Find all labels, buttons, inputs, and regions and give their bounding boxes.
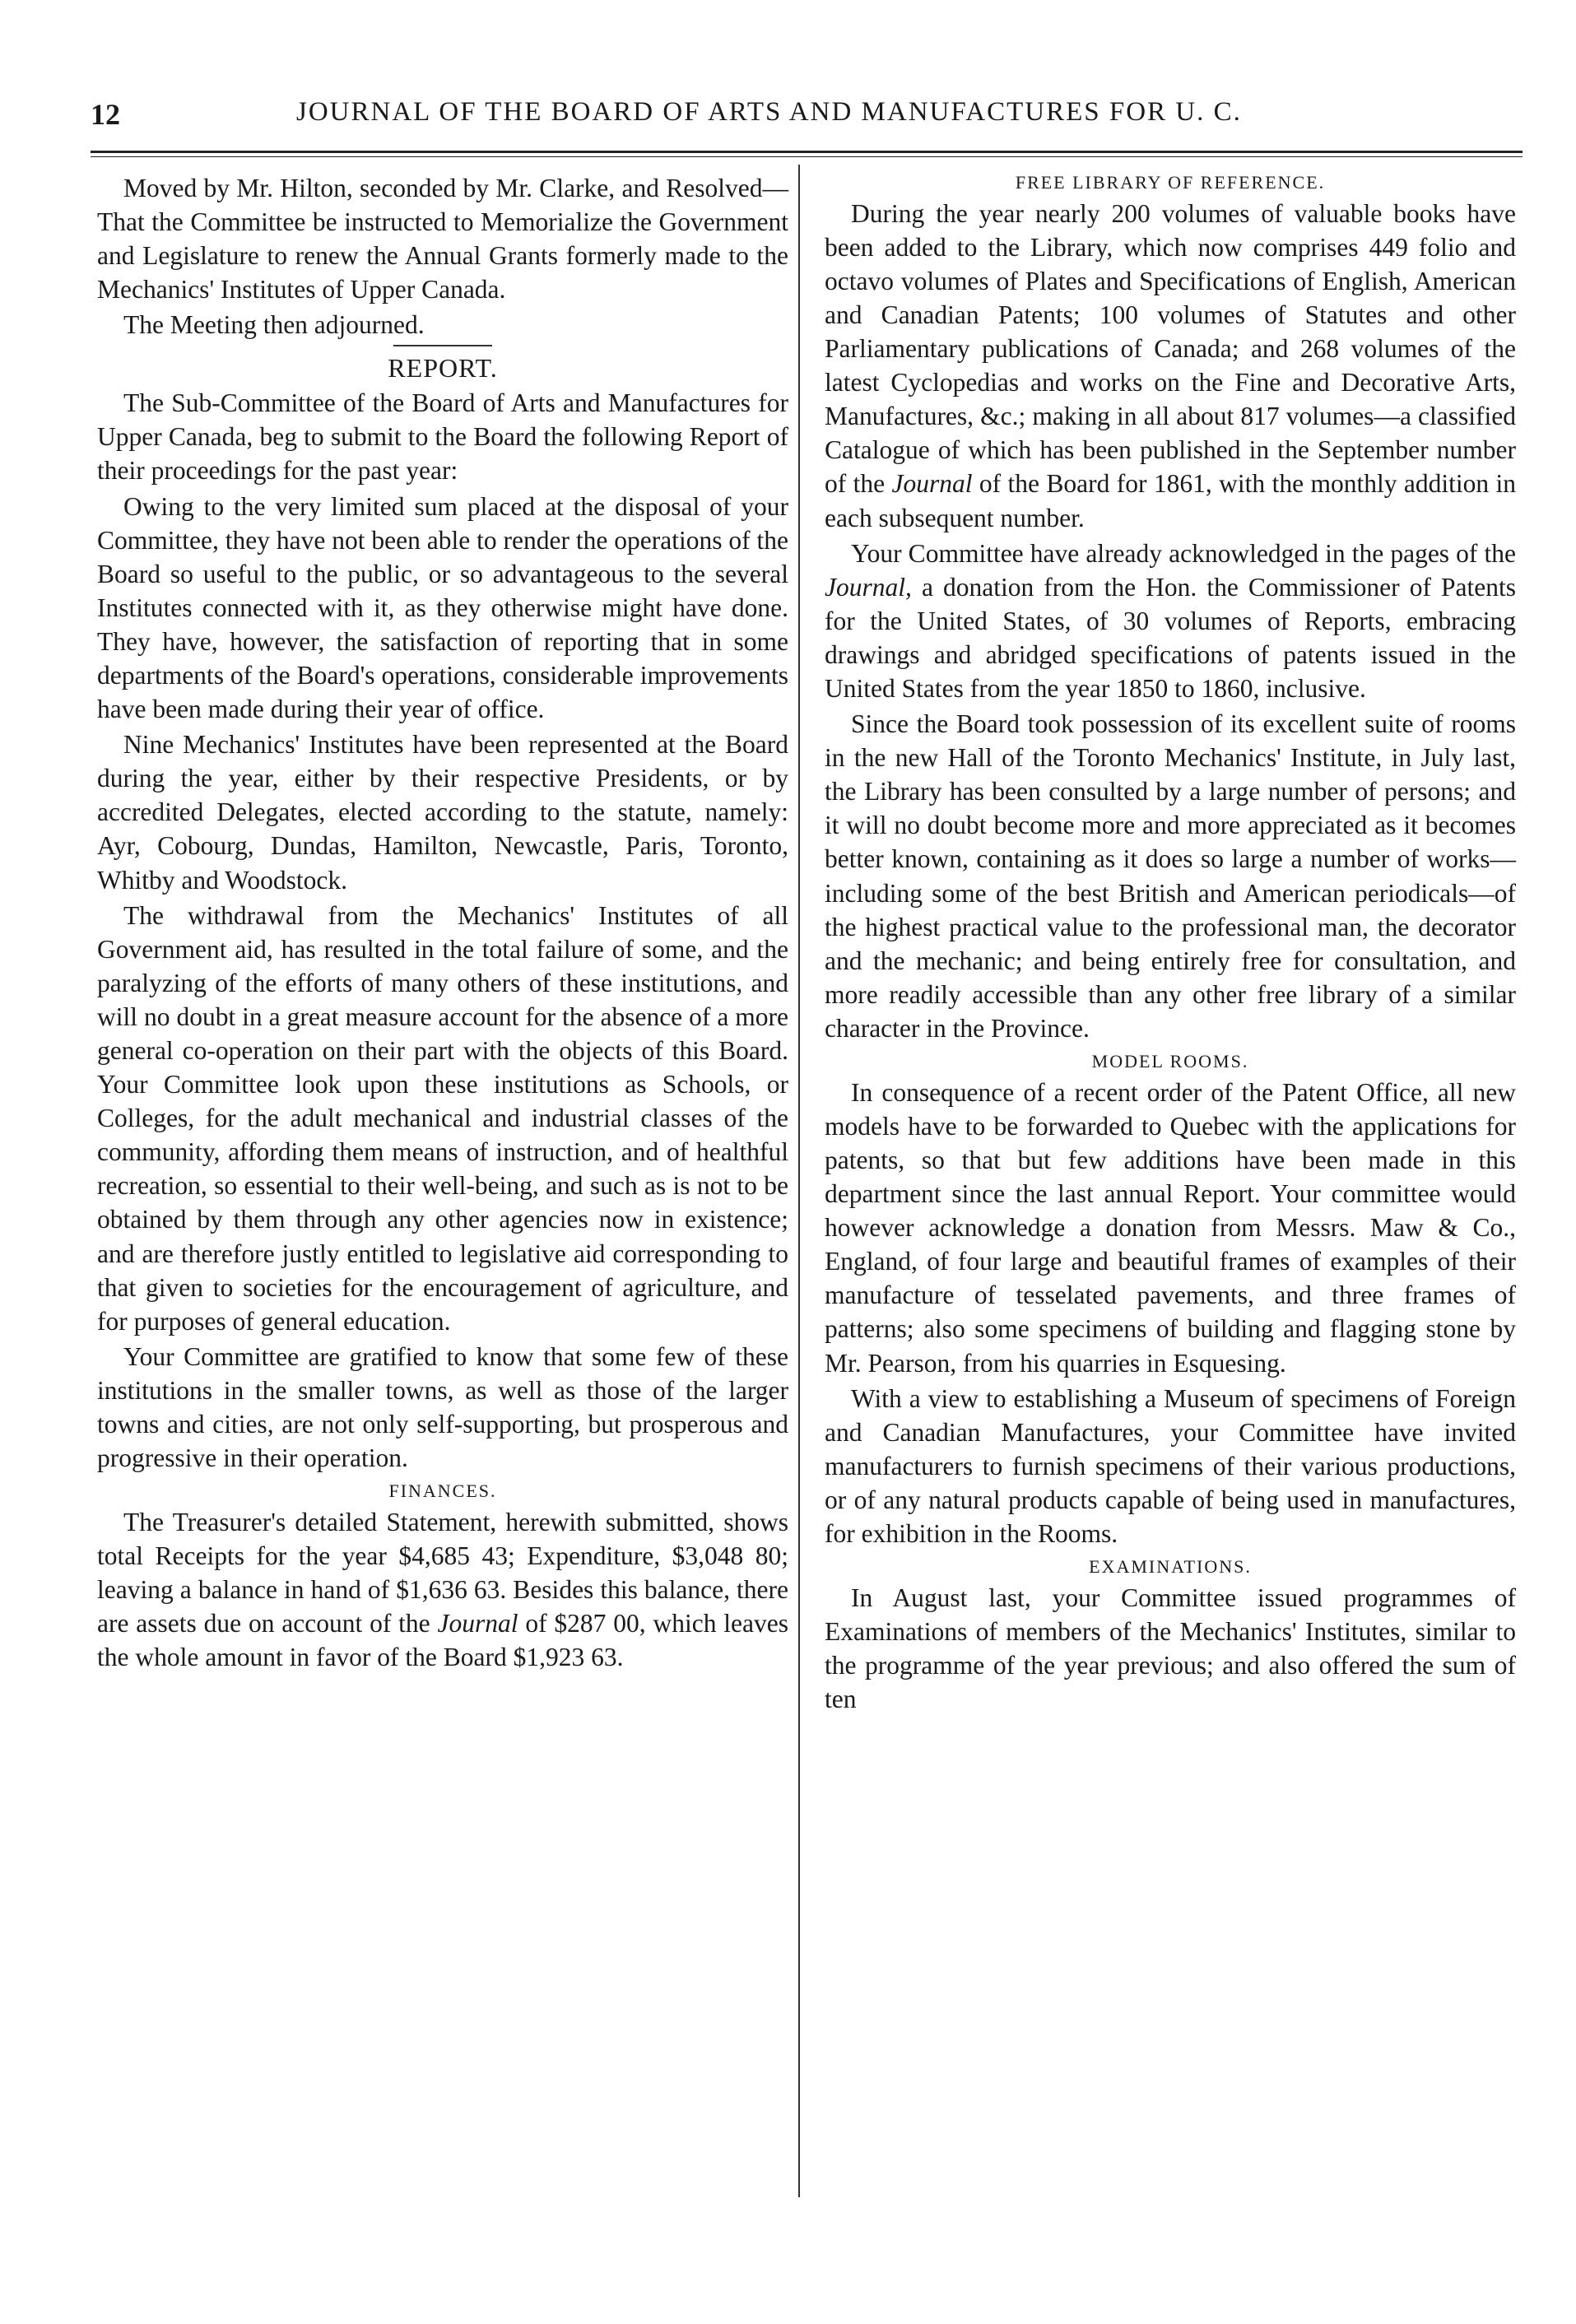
text-run: a donation from the Hon. the Commissioner of Patents for the United States, of 30 volumes of Reports, embracing drawings and abridged specifications of patents issued in the United States from the year 1850 to 1860, inclusive. <box>825 572 1516 704</box>
paragraph: The Meeting then adjourned. <box>123 310 425 340</box>
header-rule-thick <box>91 151 1523 153</box>
text-run: Your Committee have already acknowledged in the pages of the <box>851 538 1516 568</box>
paragraph: In August last, your Committee issued programmes of Examinations of members of the Mechanics' Institutes, similar to the programme of the year previous; and also offered the sum of ten <box>825 1583 1516 1714</box>
paragraph: Nine Mechanics' Institutes have been represented at the Board during the year, either by their respective Presidents, or by accredited Delegates, elected according to the statute, namely: Ayr, Cobourg, Dundas, Hamilton, Newcastle, Paris, Toronto, Whitby and Woodstock. <box>97 730 788 895</box>
journal-title: Journal <box>437 1609 518 1638</box>
left-column <box>97 171 788 1674</box>
page-header <box>91 97 1523 146</box>
paragraph: Moved by Mr. Hilton, seconded by Mr. Clarke, and Resolved—That the Committee be instructed to Memorialize the Government and Legislature to renew the Annual Grants formerly made to the Mechanics' Institutes of Upper Canada. <box>97 174 788 304</box>
library-heading: FREE LIBRARY OF REFERENCE. <box>1015 172 1326 193</box>
paragraph <box>97 1505 788 1674</box>
paragraph <box>825 537 1516 705</box>
paragraph <box>825 197 1516 535</box>
column-divider <box>798 165 800 2197</box>
paragraph: Owing to the very limited sum placed at the disposal of your Committee, they have not been able to render the operations of the Board so useful to the public, or so advantageous to the several Institutes connected with it, as they otherwise might have done. They have, however, the satisfaction of reporting that in some departments of the Board's operations, considerable improvements have been made during their year of office. <box>97 491 788 724</box>
right-column <box>825 171 1516 1716</box>
paragraph: The Sub-Committee of the Board of Arts and Manufactures for Upper Canada, beg to submit to the Board the following Report of their proceedings for the past year: <box>97 388 788 486</box>
text-run: During the year nearly 200 volumes of valuable books have been added to the Library, which now comprises 449 folio and octavo volumes of Plates and Specifications of English, American and Canadian Patents; 100 volumes of Statutes and other Parliamentary publications of Canada; and 268 volumes of the latest Cyclopedias and works on the Fine and Decorative Arts, Manufactures, &c.; making in all about 817 volumes—a classified Catalogue of which has been published in the September number of the <box>825 198 1516 499</box>
running-title: JOURNAL OF THE BOARD OF ARTS AND MANUFACTURES FOR U. C. <box>296 97 1242 127</box>
report-heading: REPORT. <box>388 353 498 383</box>
model-rooms-heading: MODEL ROOMS. <box>1091 1051 1249 1072</box>
short-rule <box>393 345 492 346</box>
text-run: of the Board for 1861, with the monthly addition in each subsequent number. <box>825 469 1516 532</box>
text-run: of $287 00, which leaves the whole amount in favor of the Board $1,923 63. <box>97 1609 788 1672</box>
finances-heading: FINANCES. <box>388 1480 497 1502</box>
paragraph: The withdrawal from the Mechanics' Institutes of all Government aid, has resulted in the total failure of some, and the paralyzing of the efforts of many others of these institutions, and will no doubt in a great measure account for the absence of a more general co-operation on their part with the objects of this Board. Your Committee look upon these institutions as Schools, or Colleges, for the adult mechanical and industrial classes of the community, affording them means of instruction, and of healthful recreation, so essential to their well-being, and such as is not to be obtained by them through any other agencies now in existence; and are therefore justly entitled to legislative aid corresponding to that given to societies for the encouragement of agriculture, and for purposes of general education. <box>97 900 788 1336</box>
text-run: The Treasurer's detailed Statement, herewith submitted, shows total Receipts for the year $4,685 43; Expenditure, $3,048 80; leaving a balance in hand of $1,636 63. Besides this balance, there are assets due on account of the <box>97 1507 788 1638</box>
page-number: 12 <box>91 98 120 131</box>
paragraph: With a view to establishing a Museum of specimens of Foreign and Canadian Manufactures, your Committee have invited manufacturers to furnish specimens of their various productions, or of any natural products capable of being used in manufactures, for exhibition in the Rooms. <box>825 1383 1516 1548</box>
paragraph: Since the Board took possession of its excellent suite of rooms in the new Hall of the Toronto Mechanics' Institute, in July last, the Library has been consulted by a large number of persons; and it will no doubt become more and more appreciated as it becomes better known, containing as it does so large a number of works—including some of the best British and American periodicals—of the highest practical value to the professional man, the decorator and the mechanic; and being entirely free for consultation, and more readily accessible than any other free library of a similar character in the Province. <box>825 709 1516 1043</box>
examinations-heading: EXAMINATIONS. <box>1089 1556 1252 1578</box>
journal-title: Journal, <box>825 572 912 602</box>
paragraph: In consequence of a recent order of the Patent Office, all new models have to be forwarded to Quebec with the applications for patents, so that but few additions have been made in this department since the last annual Report. Your committee would however acknowledge a donation from Messrs. Maw & Co., England, of four large and beautiful frames of examples of their manufacture of tesselated pavements, and three frames of patterns; also some specimens of building and flagging stone by Mr. Pearson, from his quarries in Esquesing. <box>825 1077 1516 1378</box>
header-rule-thin <box>91 156 1523 157</box>
paragraph: Your Committee are gratified to know that some few of these institutions in the smaller towns, as well as those of the larger towns and cities, are not only self-supporting, but prosperous and progressive in their operation. <box>97 1341 788 1473</box>
journal-title: Journal <box>891 469 973 499</box>
